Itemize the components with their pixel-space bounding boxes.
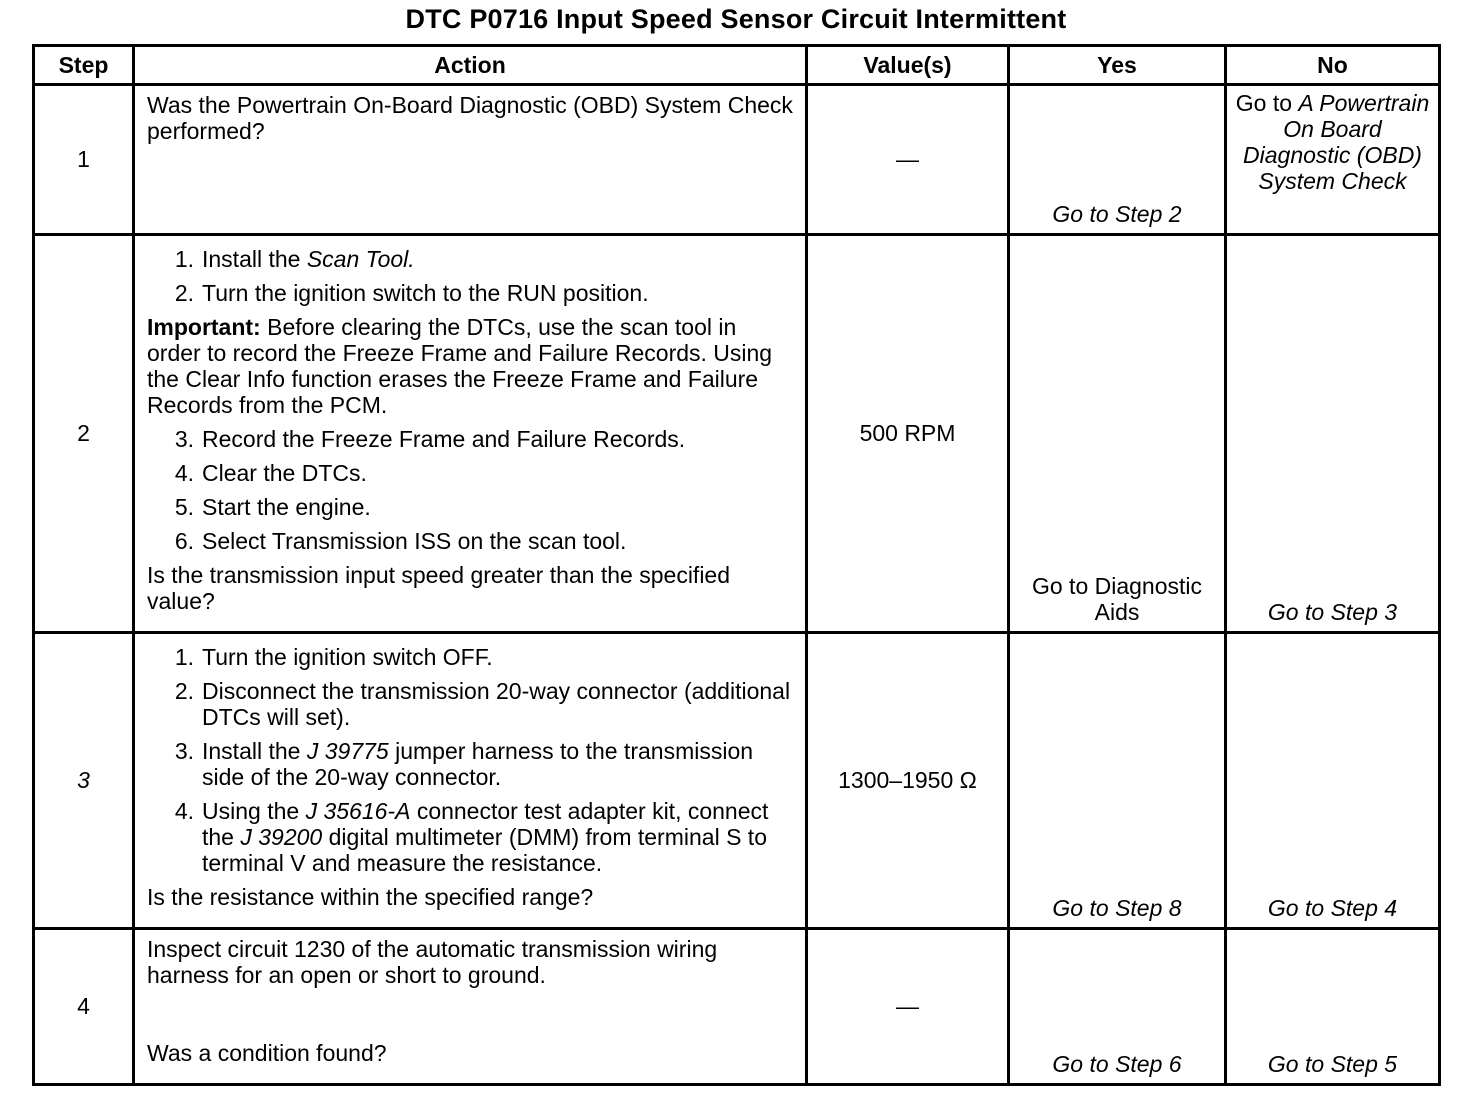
no-cell	[1226, 929, 1440, 1085]
value-cell: 1300–1950 Ω	[807, 633, 1009, 929]
value-cell: —	[807, 85, 1009, 235]
no-link[interactable]: Go to Step 5	[1267, 1051, 1398, 1077]
action-cell	[134, 929, 807, 1085]
list-item: 2. Disconnect the transmission 20-way connector (additional DTCs will set).	[174, 678, 791, 730]
header-step: Step	[34, 46, 134, 85]
action-text: Inspect circuit 1230 of the automatic transmission wiring harness for an open or short to ground.	[147, 936, 718, 988]
yes-cell	[1009, 929, 1226, 1085]
list-item: 4. Clear the DTCs.	[174, 460, 367, 486]
table-row	[34, 235, 1440, 633]
scan-tool-ref: Scan Tool.	[306, 246, 415, 272]
action-question: Is the resistance within the specified range?	[147, 884, 594, 910]
yes-cell	[1009, 85, 1226, 235]
header-values: Value(s)	[807, 46, 1009, 85]
no-link[interactable]: Go to Step 3	[1267, 599, 1398, 625]
header-yes: Yes	[1009, 46, 1226, 85]
list-item: 3. Record the Freeze Frame and Failure Records.	[174, 426, 686, 452]
action-cell	[134, 85, 807, 235]
list-item: 4. Using the J 35616-A connector test adapter kit, connect the J 39200 digital multimeter (DMM) from terminal S to terminal V and measure the resistance.	[174, 798, 769, 876]
yes-link[interactable]: Go to Step 8	[1052, 895, 1182, 921]
no-link[interactable]: A Powertrain On Board Diagnostic (OBD) System Check	[1243, 90, 1430, 194]
header-no: No	[1226, 46, 1440, 85]
header-row	[34, 46, 1440, 85]
header-action: Action	[134, 46, 807, 85]
tool-ref: J 35616-A	[305, 798, 411, 824]
step-number: 1	[34, 85, 134, 235]
list-item: 3. Install the J 39775 jumper harness to the transmission side of the 20-way connector.	[174, 738, 754, 790]
value-cell: —	[807, 929, 1009, 1085]
no-cell	[1226, 633, 1440, 929]
page-title: DTC P0716 Input Speed Sensor Circuit Intermittent	[405, 4, 1067, 34]
table-row	[34, 633, 1440, 929]
action-cell	[134, 633, 807, 929]
table-row	[34, 929, 1440, 1085]
yes-cell	[1009, 235, 1226, 633]
table-row	[34, 85, 1440, 235]
action-cell	[134, 235, 807, 633]
list-item: 2. Turn the ignition switch to the RUN position.	[174, 280, 649, 306]
action-question: Was a condition found?	[147, 1040, 387, 1066]
list-item: 1. Install the Scan Tool.	[174, 246, 415, 272]
yes-link[interactable]: Go to Step 2	[1052, 201, 1182, 227]
list-item: 5. Start the engine.	[174, 494, 371, 520]
no-prefix: Go to	[1235, 90, 1293, 116]
step-number: 3	[34, 633, 134, 929]
action-question: Was the Powertrain On-Board Diagnostic (OBD) System Check performed?	[147, 92, 793, 144]
yes-cell	[1009, 633, 1226, 929]
step-number: 4	[34, 929, 134, 1085]
yes-link[interactable]: Go to Step 6	[1052, 1051, 1182, 1077]
diagnostic-table	[32, 44, 1441, 1086]
important-note: Important: Before clearing the DTCs, use the scan tool in order to record the Freeze Frame and Failure Records. Using the Clear Info function erases the Freeze Frame and Failure Records from the PCM.	[147, 314, 773, 418]
tool-ref: J 39775	[306, 738, 389, 764]
no-cell	[1226, 235, 1440, 633]
yes-link[interactable]: Go to Diagnostic Aids	[1031, 573, 1203, 625]
action-question: Is the transmission input speed greater than the specified value?	[147, 562, 731, 614]
list-item: 6. Select Transmission ISS on the scan tool.	[174, 528, 627, 554]
step-number: 2	[34, 235, 134, 633]
no-link[interactable]: Go to Step 4	[1267, 895, 1398, 921]
value-cell: 500 RPM	[807, 235, 1009, 633]
tool-ref: J 39200	[240, 824, 323, 850]
list-item: 1. Turn the ignition switch OFF.	[174, 644, 493, 670]
no-cell	[1226, 85, 1440, 235]
